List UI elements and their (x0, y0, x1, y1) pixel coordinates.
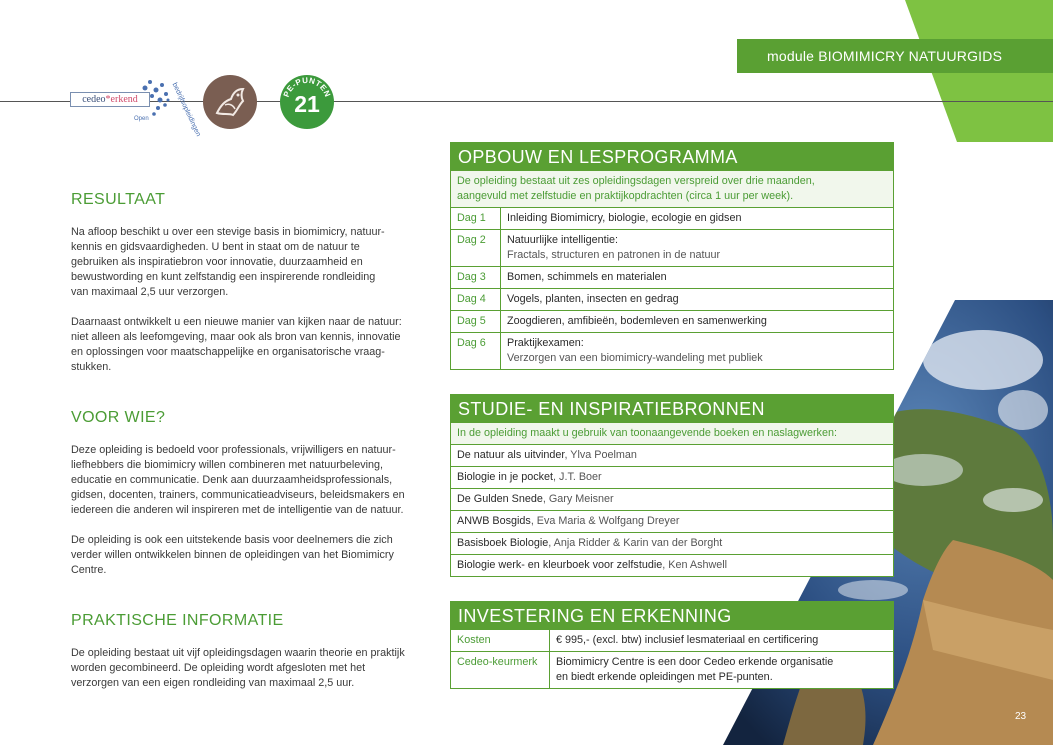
praktische-informatie-title: PRAKTISCHE INFORMATIE (71, 612, 284, 629)
cedeo-suffix: erkend (110, 94, 138, 105)
table-row (451, 555, 893, 576)
page-number: 23 (1015, 711, 1027, 722)
text-line: bewustwording en kunt zelfstandig een inspirerende rondleiding (71, 271, 376, 283)
text-line: liefhebbers die biomimicry willen combineren met natuurbeleving, (71, 459, 384, 471)
book-author: , J.T. Boer (553, 471, 602, 483)
day-label: Dag 5 (451, 311, 501, 332)
text-line: De opleiding bestaat uit vijf opleidingsdagen waarin theorie en praktijk (71, 647, 405, 659)
row-label: Kosten (451, 630, 550, 651)
resultaat-section (71, 191, 431, 375)
day-topic: Inleiding Biomimicry, biologie, ecologie en gidsen (507, 212, 742, 224)
cedeo-logo (70, 60, 202, 138)
text-line: en biedt erkende opleidingen met PE-punten. (556, 671, 773, 683)
investering-table (450, 601, 894, 689)
investering-title: INVESTERING EN ERKENNING (451, 602, 893, 630)
day-topic: Vogels, planten, insecten en gedrag (507, 293, 679, 305)
resultaat-title: RESULTAAT (71, 191, 166, 208)
table-row (451, 652, 893, 688)
text-line: kennis en gidsvaardigheden. U bent in staat om de natuur te (71, 241, 360, 253)
day-topic-sub: Fractals, structuren en patronen in de natuur (507, 249, 721, 261)
text-line: aangevuld met zelfstudie en praktijkopdrachten (circa 1 uur per week). (457, 190, 794, 202)
text-line: worden gecombineerd. De opleiding wordt afgesloten met het (71, 662, 366, 674)
day-topic-main: Natuurlijke intelligentie: (507, 234, 619, 246)
cedeo-bottom-text: Open (134, 116, 149, 122)
book-author: , Gary Meisner (542, 493, 614, 505)
day-label: Dag 6 (451, 333, 501, 369)
text-line: niet alleen als leefomgeving, maar ook als bron van kennis, innovatie (71, 331, 401, 343)
table-row (451, 208, 893, 230)
book-author: , Ylva Poelman (564, 449, 637, 461)
table-row (451, 445, 893, 467)
bronnen-title: STUDIE- EN INSPIRATIEBRONNEN (451, 395, 893, 423)
book-title: ANWB Bosgids (457, 515, 531, 527)
voor-wie-paragraph-1 (71, 443, 431, 518)
module-header-bar (737, 39, 1053, 73)
day-topic: Bomen, schimmels en materialen (507, 271, 667, 283)
module-prefix: module (767, 48, 815, 64)
pe-points-badge (280, 75, 334, 129)
table-row (451, 333, 893, 369)
row-value (550, 652, 893, 688)
voor-wie-section (71, 409, 431, 578)
cedeo-star: * (105, 94, 111, 105)
book-title: De Gulden Snede (457, 493, 543, 505)
bronnen-table (450, 394, 894, 577)
text-line: De opleiding bestaat uit zes opleidingsdagen verspreid over drie maanden, (457, 175, 815, 187)
text-line: van maximaal 2,5 uur verzorgen. (71, 286, 229, 298)
row-value: € 995,- (excl. btw) inclusief lesmateriaal en certificering (556, 634, 819, 646)
text-line: stukken. (71, 361, 112, 373)
day-label: Dag 4 (451, 289, 501, 310)
day-label: Dag 1 (451, 208, 501, 229)
cedeo-wordmark (70, 92, 150, 107)
pe-points-value: 21 (294, 91, 320, 117)
day-topic (501, 230, 893, 266)
day-topic-main: Praktijkexamen: (507, 337, 584, 349)
row-label: Cedeo-keurmerk (451, 652, 550, 688)
table-row (451, 533, 893, 555)
text-line: en oplossingen voor maatschappelijke en organisatorische vraag- (71, 346, 385, 358)
opbouw-table (450, 142, 894, 370)
book-title: Basisboek Biologie (457, 537, 549, 549)
cedeo-arc-text: bedrijfsopleidingen (170, 81, 202, 138)
table-row (451, 289, 893, 311)
book-author: , Anja Ridder & Karin van der Borght (548, 537, 723, 549)
day-topic-sub: Verzorgen van een biomimicry-wandeling met publiek (507, 352, 763, 364)
voor-wie-title: VOOR WIE? (71, 409, 166, 426)
text-line: educatie en communicatie. Denk aan duurzaamheidsprofessionals, (71, 474, 393, 486)
text-line: gidsen, docenten, trainers, communicatieadviseurs, beleidsmakers en (71, 489, 405, 501)
table-row (451, 489, 893, 511)
text-line: iedereen die anderen wil inspireren met de intelligentie van de natuur. (71, 504, 404, 516)
module-title: BIOMIMICRY NATUURGIDS (818, 48, 1003, 64)
table-row (451, 267, 893, 289)
text-line: Biomimicry Centre is een door Cedeo erkende organisatie (556, 656, 834, 668)
text-line: verder willen ontwikkelen binnen de opleidingen van het Biomimicry (71, 549, 394, 561)
opbouw-title: OPBOUW EN LESPROGRAMMA (451, 143, 893, 171)
book-title: Biologie werk- en kleurboek voor zelfstudie (457, 559, 663, 571)
praktische-informatie-section (71, 612, 431, 691)
text-line: gebruiken als inspiratiebron voor innovatie, duurzaamheid en (71, 256, 363, 268)
voor-wie-paragraph-2 (71, 533, 431, 578)
book-title: Biologie in je pocket (457, 471, 554, 483)
text-line: De opleiding is ook een uitstekende basis voor deelnemers die zich (71, 534, 393, 546)
day-topic (501, 333, 893, 369)
resultaat-paragraph-2 (71, 315, 431, 375)
cedeo-name: cedeo (82, 94, 106, 105)
pe-arc-text: PE-PUNTEN (281, 75, 333, 99)
text-line: Na afloop beschikt u over een stevige basis in biomimicry, natuur- (71, 226, 385, 238)
book-title: De natuur als uitvinder (457, 449, 565, 461)
text-line: verzorgen van een eigen rondleiding van maximaal 2,5 uur. (71, 677, 355, 689)
animal-logo-icon (203, 75, 257, 129)
text-line: Deze opleiding is bedoeld voor professionals, vrijwilligers en natuur- (71, 444, 396, 456)
table-row (451, 630, 893, 652)
day-topic: Zoogdieren, amfibieën, bodemleven en samenwerking (507, 315, 767, 327)
table-row (451, 311, 893, 333)
bronnen-intro: In de opleiding maakt u gebruik van toonaangevende boeken en naslagwerken: (451, 423, 893, 445)
day-label: Dag 3 (451, 267, 501, 288)
praktische-informatie-paragraph (71, 646, 431, 691)
book-author: , Ken Ashwell (662, 559, 728, 571)
book-author: , Eva Maria & Wolfgang Dreyer (530, 515, 680, 527)
table-row (451, 511, 893, 533)
opbouw-intro (451, 171, 893, 208)
resultaat-paragraph-1 (71, 225, 431, 300)
text-line: Centre. (71, 564, 107, 576)
table-row (451, 467, 893, 489)
day-label: Dag 2 (451, 230, 501, 266)
table-row (451, 230, 893, 267)
text-line: Daarnaast ontwikkelt u een nieuwe manier van kijken naar de natuur: (71, 316, 402, 328)
